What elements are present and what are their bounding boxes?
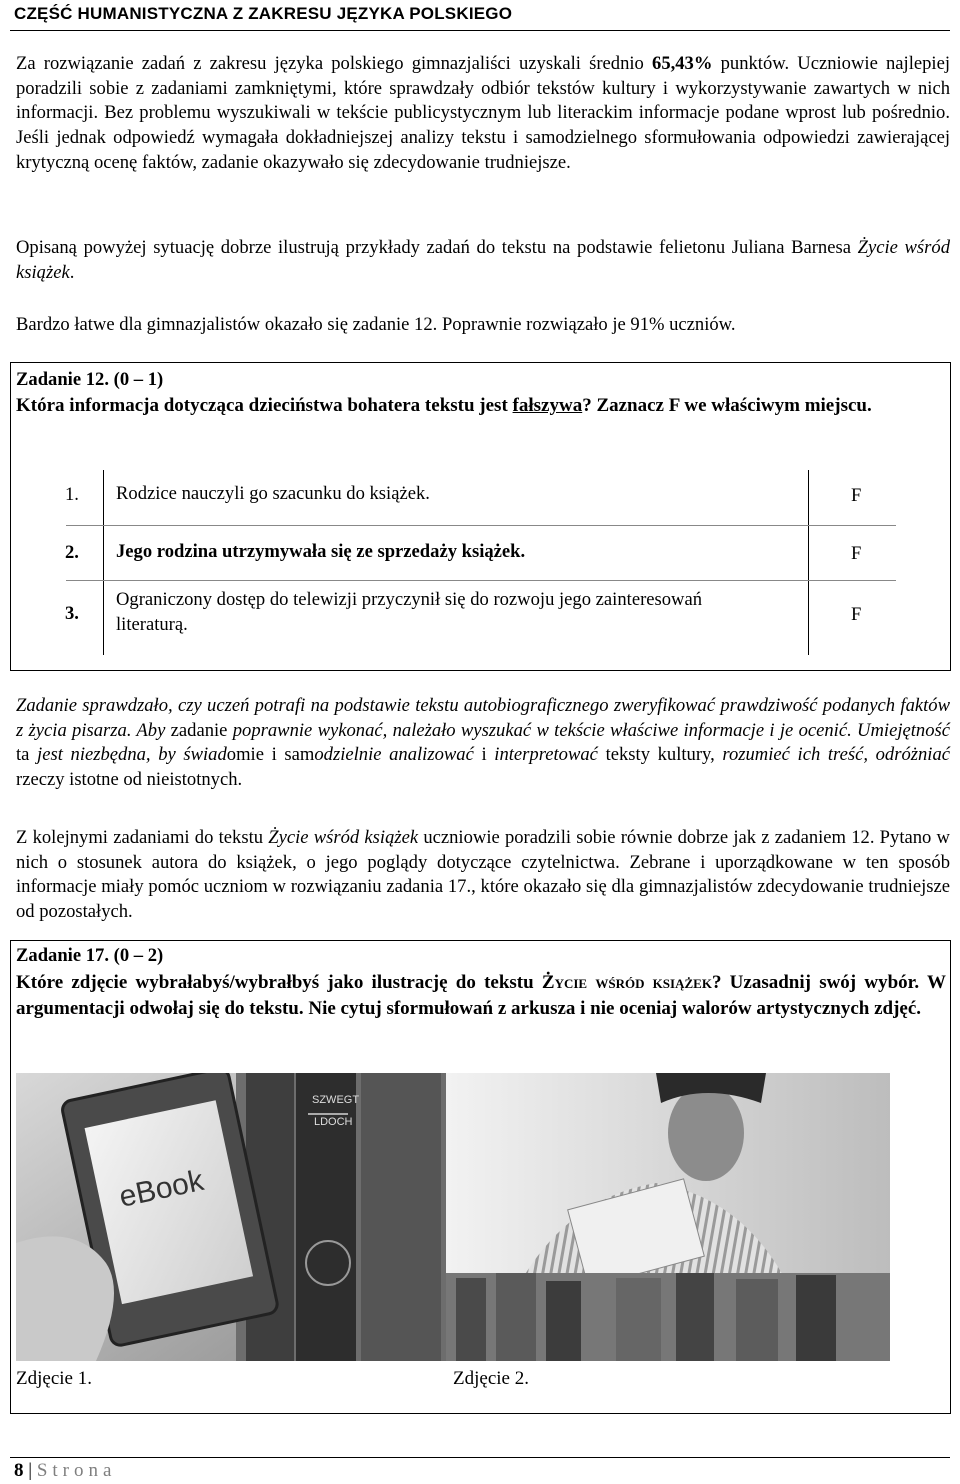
task-12-heading: Zadanie 12. (0 – 1) (16, 369, 164, 390)
options-row-rule-1 (66, 525, 896, 526)
answers-column-rule (808, 470, 809, 655)
footer-rule (10, 1457, 950, 1458)
option-1-text: Rodzice nauczyli go szacunku do książek. (116, 483, 430, 504)
option-3-number: 3. (65, 603, 79, 624)
header-rule (10, 30, 950, 31)
photos-illustration (16, 1073, 890, 1361)
page-number: 8 (14, 1460, 24, 1481)
page-footer (14, 1460, 116, 1482)
task-12-question: Która informacja dotycząca dzieciństwa bohatera tekstu jest fałszywa? Zaznacz F we właściwym miejscu. (16, 395, 872, 416)
photos-image (16, 1073, 890, 1361)
task-17-heading: Zadanie 17. (0 – 2) (16, 945, 164, 966)
page-header-title: CZĘŚĆ HUMANISTYCZNA Z ZAKRESU JĘZYKA POLSKIEGO (14, 4, 513, 23)
option-2-answer-mark[interactable]: F (851, 543, 862, 564)
intro-paragraph-1: Za rozwiązanie zadań z zakresu języka polskiego gimnazjaliści uzyskali średnio 65,43% punktów. Uczniowie najlepiej poradzili sobie z zadaniami zamkniętymi, które sprawdzały odbiór tekstów kultury i wykorzystywanie zawartych w nich informacji. Bez problemu wyszukiwali w tekście publicystycznym lub literackim informacje podane wprost lub pośrednio. Jeśli jednak odpowiedź wymagała dokładniejszej analizy tekstu i samodzielnego sformułowania odpowiedzi zawierającej krytyczną ocenę faktów, zadanie okazywało się zdecydowanie trudniejsze. (16, 53, 950, 173)
option-2-number: 2. (65, 542, 79, 563)
task-17-question: Które zdjęcie wybrałabyś/wybrałbyś jako ilustrację do tekstu Życie wśród książek? Uzasadnij swój wybór. W argumentacji odwołaj się do tekstu. Nie cytuj sformułowań z arkusza i nie oceniaj walorów artystycznych zdjęć. (16, 972, 946, 1019)
photo-1-caption: Zdjęcie 1. (16, 1368, 92, 1389)
page-separator: | (28, 1460, 33, 1481)
option-3-text: Ograniczony dostęp do telewizji przyczynił się do rozwoju jego zainteresowań literaturą. (116, 589, 703, 635)
options-column-rule (103, 470, 104, 655)
commentary-paragraph-2: Z kolejnymi zadaniami do tekstu Życie wśród książek uczniowie poradzili sobie równie dobrze jak z zadaniem 12. Pytano w nich o stosunek autora do książek, o jego poglądy dotyczące czytelnictwa. Zebrane i uporządkowane w ten sposób informacje miały pomóc uczniom w rozwiązaniu zadania 17., które okazało się dla gimnazjalistów zdecydowanie trudniejsze od pozostałych. (16, 827, 950, 923)
options-row-rule-2 (66, 580, 896, 581)
ebook-label: eBook (116, 1163, 207, 1214)
intro-paragraph-3: Bardzo łatwe dla gimnazjalistów okazało się zadanie 12. Poprawnie rozwiązało je 91% uczniów. (16, 314, 736, 335)
option-1-answer-mark[interactable]: F (851, 485, 862, 506)
option-2-text: Jego rodzina utrzymywała się ze sprzedaży książek. (116, 541, 526, 562)
option-1-number: 1. (65, 484, 79, 505)
spine-text-2: LDOCH (314, 1116, 353, 1128)
photo-2-caption: Zdjęcie 2. (453, 1368, 529, 1389)
option-3-answer-mark[interactable]: F (851, 604, 862, 625)
intro-paragraph-2: Opisaną powyżej sytuację dobrze ilustrują przykłady zadań do tekstu na podstawie felietonu Juliana Barnesa Życie wśród książek. (16, 237, 950, 283)
spine-text-1: SZWEGT (312, 1094, 360, 1106)
page-word: Strona (36, 1460, 117, 1481)
commentary-paragraph-1: Zadanie sprawdzało, czy uczeń potrafi na podstawie tekstu autobiograficznego zweryfikować prawdziwość podanych faktów z życia pisarza. Aby zadanie poprawnie wykonać, należało wyszukać w tekście właściwe informacje i je ocenić. Umiejętność ta jest niezbędna, by świadomie i samodzielnie analizować i interpretować teksty kultury, rozumieć ich treść, odróżniać rzeczy istotne od nieistotnych. (16, 695, 950, 791)
